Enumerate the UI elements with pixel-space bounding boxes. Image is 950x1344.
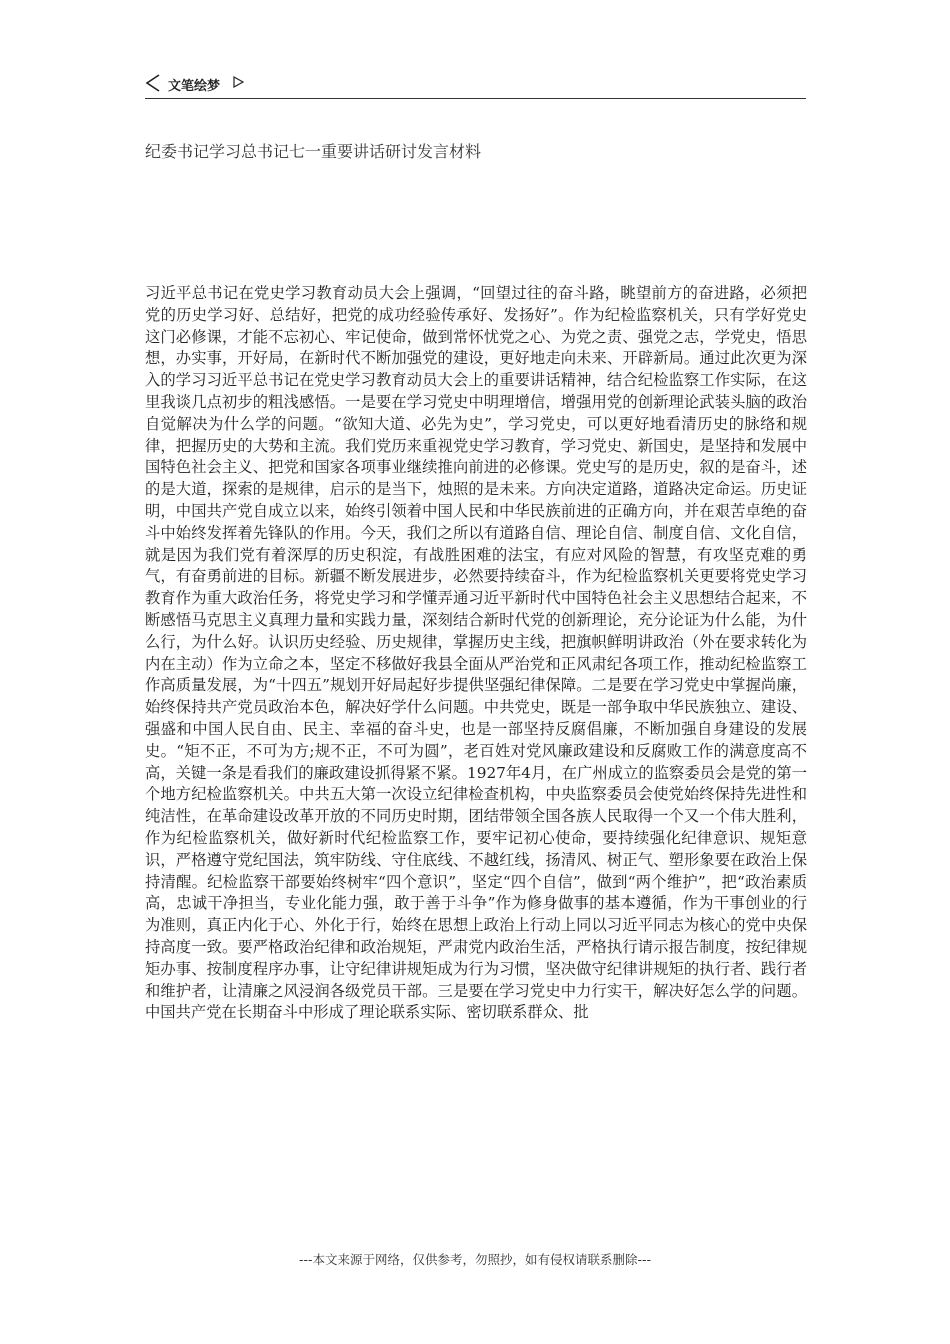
- document-title: 纪委书记学习总书记七一重要讲话研讨发言材料: [145, 142, 482, 161]
- back-triangle-icon[interactable]: [145, 74, 161, 92]
- document-body: 习近平总书记在党史学习教育动员大会上强调，“回望过往的奋斗路，眺望前方的奋进路，必须把党的历史学习好、总结好，把党的成功经验传承好、发扬好”。作为纪检监察机关，只有学好党史这门必修课，才能不忘初心、牢记使命，做到常怀忧党之心、为党之责、强党之志，学党史，悟思想，办实事，开好局，在新时代不断加强党的建设，更好地走向未来、开辟新局。通过此次更为深入的学习习近平总书记在党史学习教育动员大会上的重要讲话精神，结合纪检监察工作实际，在这里我谈几点初步的粗浅感悟。一是要在学习党史中明理增信，增强用党的创新理论武装头脑的政治自觉解决为什么学的问题。“欲知大道、必先为史”，学习党史，可以更好地看清历史的脉络和规律，把握历史的大势和主流。我们党历来重视党史学习教育，学习党史、新国史，是坚持和发展中国特色社会主义、把党和国家各项事业继续推向前进的必修课。党史写的是历史，叙的是奋斗，述的是大道，探索的是规律，启示的是当下，烛照的是未来。方向决定道路，道路决定命运。历史证明，中国共产党自成立以来，始终引领着中国人民和中华民族前进的正确方向，并在艰苦卓绝的奋斗中始终发挥着先锋队的作用。今天，我们之所以有道路自信、理论自信、制度自信、文化自信，就是因为我们党有着深厚的历史积淀，有战胜困难的法宝，有应对风险的智慧，有攻坚克难的勇气，有奋勇前进的目标。新疆不断发展进步，必然要持续奋斗，作为纪检监察机关更要将党史学习教育作为重大政治任务，将党史学习和学懂弄通习近平新时代中国特色社会主义思想结合起来，不断感悟马克思主义真理力量和实践力量，深刻结合新时代党的创新理论，充分论证为什么能，为什么行，为什么好。认识历史经验、历史规律，掌握历史主线，把旗帜鲜明讲政治（外在要求转化为内在主动）作为立命之本，坚定不移做好我县全面从严治党和正风肃纪各项工作，推动纪检监察工作高质量发展，为“十四五”规划开好局起好步提供坚强纪律保障。二是要在学习党史中掌握尚廉，始终保持共产党员政治本色，解决好学什么问题。中共党史，既是一部争取中华民族独立、建设、强盛和中国人民自由、民主、幸福的奋斗史，也是一部坚持反腐倡廉，不断加强自身建设的发展史。“矩不正，不可为方;规不正，不可为圆”，老百姓对党风廉政建设和反腐败工作的满意度高不高，关键一条是看我们的廉政建设抓得紧不紧。1927年4月，在广州成立的监察委员会是党的第一个地方纪检监察机关。中共五大第一次设立纪律检查机构，中央监察委员会使党始终保持先进性和纯洁性，在革命建设改革开放的不同历史时期，团结带领全国各族人民取得一个又一个伟大胜利，作为纪检监察机关，做好新时代纪检监察工作，要牢记初心使命，要持续强化纪律意识、规矩意识，严格遵守党纪国法，筑牢防线、守住底线、不越红线，扬清风、树正气、塑形象要在政治上保持清醒。纪检监察干部要始终树牢“四个意识”，坚定“四个自信”，做到“两个维护”，把“政治素质高，忠诚干净担当，专业化能力强，敢于善于斗争”作为修身做事的基本遵循，作为干事创业的行为准则，真正内化于心、外化于行，始终在思想上政治上行动上同以习近平同志为核心的党中央保持高度一致。要严格政治纪律和政治规矩，严肃党内政治生活，严格执行请示报告制度，按纪律规矩办事、按制度程序办事，让守纪律讲规矩成为行为习惯，坚决做守纪律讲规矩的执行者、践行者和维护者，让清廉之风浸润各级党员干部。三是要在学习党史中力行实干，解决好怎么学的问题。中国共产党在长期奋斗中形成了理论联系实际、密切联系群众、批: [145, 284, 807, 1022]
- play-triangle-icon[interactable]: [233, 76, 244, 88]
- site-title: 文笔绘梦: [168, 79, 221, 94]
- footer-disclaimer: ---本文来源于网络，仅供参考，勿照抄，如有侵权请联系删除---: [298, 1252, 652, 1267]
- page-header: [145, 72, 806, 99]
